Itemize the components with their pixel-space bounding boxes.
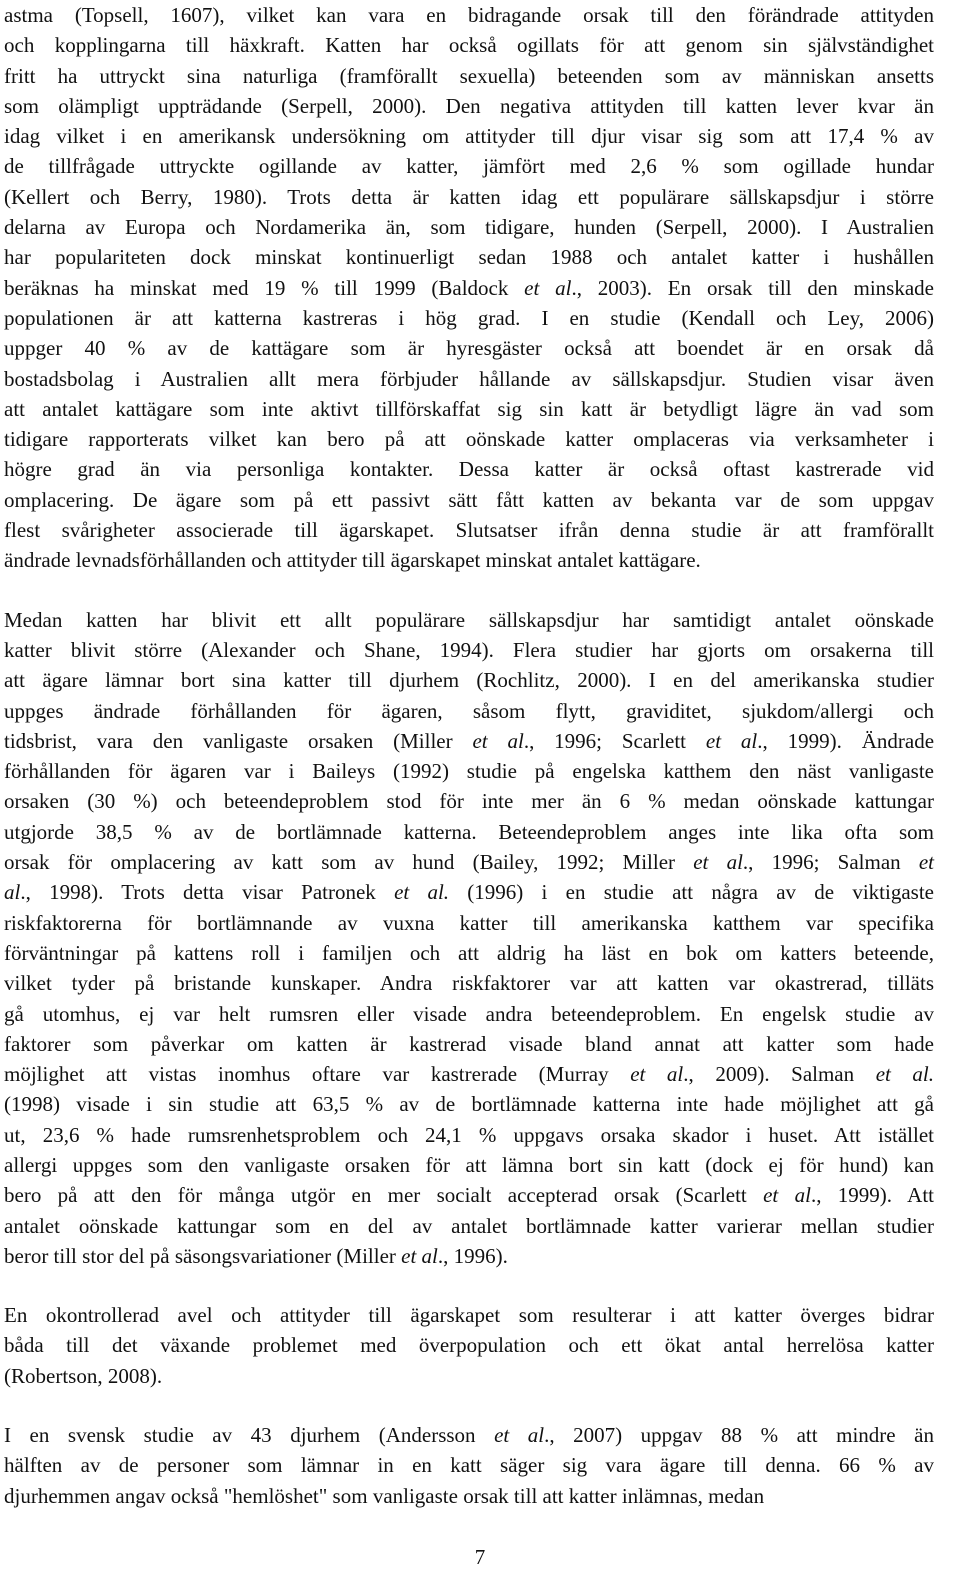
- italic-text: al: [4, 880, 21, 905]
- line-text: En okontrollerad avel och attityder till ägarskapet som resulterar i att katter överges bidrar: [4, 1303, 934, 1328]
- line-text: tidigare rapporterats vilket kan bero på att oönskade katter omplaceras via verksamheter i: [4, 427, 934, 452]
- line-text: beror till stor del på säsongsvariationer (Miller: [4, 1243, 402, 1268]
- line-text: uppger 40 % av de kattägare som är hyresgäster också att boendet är en orsak då: [4, 336, 934, 361]
- italic-text: et al: [763, 1183, 811, 1208]
- line-text: båda till det växande problemet med överpopulation och ett ökat antal herrelösa katter: [4, 1333, 934, 1358]
- text-line: [4, 30, 934, 60]
- text-line: [4, 0, 934, 30]
- italic-text: et al: [705, 728, 758, 753]
- line-text: som olämpligt uppträdande (Serpell, 2000). Den negativa attityden till katten lever kvar än: [4, 93, 934, 118]
- paragraph: [4, 1300, 934, 1391]
- paragraph-gap: [4, 1391, 934, 1420]
- text-line: [4, 545, 934, 575]
- line-text: bostadsbolag i Australien allt mera förbjuder hållande av sällskapsdjur. Studien visar även: [4, 366, 934, 391]
- line-text: omplacering. De ägare som på ett passivt sätt fått katten av bekanta var de som uppgav: [4, 487, 934, 512]
- text-line: [4, 182, 934, 212]
- text-line: [4, 242, 934, 272]
- line-text: (Robertson, 2008).: [4, 1363, 163, 1388]
- line-text: ., 1999). Ändrade: [757, 728, 935, 753]
- text-line: [4, 151, 934, 181]
- text-line: [4, 454, 934, 484]
- line-text: beräknas ha minskat med 19 % till 1999 (Baldock: [4, 275, 525, 300]
- line-text: de tillfrågade uttryckte ogillande av katter, jämfört med 2,6 % som ogillade hundar: [4, 154, 934, 179]
- line-text: idag vilket i en amerikansk undersökning om attityder till djur visar sig som att 17,4 % av: [4, 124, 934, 149]
- text-line: [4, 1059, 934, 1089]
- text-line: [4, 605, 934, 635]
- line-text: och kopplingarna till häxkraft. Katten har också ogillats för att genom sin självständighet: [4, 33, 934, 58]
- italic-text: et al: [693, 850, 743, 875]
- text-line: [4, 877, 934, 907]
- line-text: faktorer som påverkar om katten är kastrerad visade bland annat att katter som hade: [4, 1031, 934, 1056]
- line-text: ut, 23,6 % hade rumsrenhetsproblem och 24,1 % uppgavs orsaka skador i huset. Att istället: [4, 1122, 934, 1147]
- line-text: ., 1996).: [437, 1243, 508, 1268]
- line-text: ., 1996; Salman: [742, 850, 919, 875]
- line-text: ., 1996; Scarlett: [523, 728, 706, 753]
- text-line: [4, 1300, 934, 1330]
- line-text: hälften av de personer som lämnar in en katt säger sig vara ägare till denna. 66 % av: [4, 1453, 934, 1478]
- text-line: [4, 999, 934, 1029]
- line-text: antalet oönskade kattungar som en del av antalet bortlämnade katter varierar mellan studier: [4, 1213, 934, 1238]
- text-line: [4, 665, 934, 695]
- page-number: 7: [474, 1545, 486, 1569]
- document-page: [4, 0, 934, 1511]
- line-text: ., 2009). Salman: [683, 1062, 876, 1087]
- text-line: [4, 1241, 934, 1271]
- text-line: [4, 817, 934, 847]
- line-text: har populariteten dock minskat kontinuerligt sedan 1988 och antalet katter i hushållen: [4, 245, 934, 270]
- text-line: [4, 273, 934, 303]
- italic-text: et al: [524, 275, 572, 300]
- paragraph: [4, 1420, 934, 1511]
- italic-text: et al.: [394, 880, 450, 905]
- line-text: fritt ha uttryckt sina naturliga (framförallt sexuella) beteenden som av människan ansetts: [4, 63, 934, 88]
- line-text: vilket tyder på bristande kunskaper. Andra riskfaktorer var att katten var okastrerad, tilläts: [4, 971, 934, 996]
- line-text: ., 2007) uppgav 88 % att mindre än: [544, 1423, 934, 1448]
- text-line: [4, 938, 934, 968]
- line-text: (1998) visade i sin studie att 63,5 % av de bortlämnade katterna inte hade möjlighet att gå: [4, 1092, 934, 1117]
- paragraph-gap: [4, 576, 934, 605]
- line-text: katter blivit större (Alexander och Shane, 1994). Flera studier har gjorts om orsakerna till: [4, 637, 934, 662]
- text-line: [4, 786, 934, 816]
- text-line: [4, 1330, 934, 1360]
- line-text: orsak för omplacering av katt som av hund (Bailey, 1992; Miller: [4, 850, 694, 875]
- line-text: möjlighet att vistas inomhus oftare var kastrerade (Murray: [4, 1062, 631, 1087]
- text-line: [4, 1211, 934, 1241]
- line-text: djurhemmen angav också "hemlöshet" som vanligaste orsak till att katter inlämnas, medan: [4, 1483, 765, 1508]
- text-line: [4, 1450, 934, 1480]
- line-text: (Kellert och Berry, 1980). Trots detta är katten idag ett populärare sällskapsdjur i större: [4, 184, 934, 209]
- text-line: [4, 424, 934, 454]
- text-line: [4, 968, 934, 998]
- italic-text: et: [918, 850, 934, 875]
- text-line: [4, 756, 934, 786]
- text-line: [4, 908, 934, 938]
- line-text: delarna av Europa och Nordamerika än, som tidigare, hunden (Serpell, 2000). I Australien: [4, 215, 934, 240]
- text-line: [4, 364, 934, 394]
- text-line: [4, 635, 934, 665]
- text-line: [4, 91, 934, 121]
- italic-text: et al.: [875, 1062, 935, 1087]
- text-line: [4, 1029, 934, 1059]
- line-text: tidsbrist, vara den vanligaste orsaken (Miller: [4, 728, 473, 753]
- text-line: [4, 1420, 934, 1450]
- text-line: [4, 1150, 934, 1180]
- line-text: Medan katten har blivit ett allt populärare sällskapsdjur har samtidigt antalet oönskade: [4, 607, 934, 632]
- italic-text: et al: [401, 1243, 438, 1268]
- paragraph: [4, 605, 934, 1272]
- line-text: riskfaktorerna för bortlämnande av vuxna katter till amerikanska katthem var specifika: [4, 910, 934, 935]
- text-line: [4, 847, 934, 877]
- line-text: gå utomhus, ej var helt rumsren eller visade andra beteendeproblem. En engelsk studie av: [4, 1001, 934, 1026]
- paragraph: [4, 0, 934, 576]
- line-text: ändrade levnadsförhållanden och attityder till ägarskapet minskat antalet kattägare.: [4, 548, 701, 573]
- line-text: (1996) i en studie att några av de viktigaste: [449, 880, 934, 905]
- line-text: utgjorde 38,5 % av de bortlämnade katterna. Beteendeproblem anges inte lika ofta som: [4, 819, 934, 844]
- text-line: [4, 515, 934, 545]
- text-line: [4, 1089, 934, 1119]
- line-text: astma (Topsell, 1607), vilket kan vara en bidragande orsak till den förändrade attityden: [4, 3, 934, 27]
- text-line: [4, 1180, 934, 1210]
- text-line: [4, 1481, 934, 1511]
- text-line: [4, 1361, 934, 1391]
- line-text: bero på att den för många utgör en mer socialt accepterad orsak (Scarlett: [4, 1183, 764, 1208]
- text-line: [4, 333, 934, 363]
- text-line: [4, 303, 934, 333]
- text-line: [4, 121, 934, 151]
- line-text: att ägare lämnar bort sina katter till djurhem (Rochlitz, 2000). I en del amerikanska studier: [4, 668, 934, 693]
- line-text: förväntningar på kattens roll i familjen och att aldrig ha läst en bok om katters beteende,: [4, 940, 934, 965]
- text-line: [4, 696, 934, 726]
- line-text: förhållanden för ägaren var i Baileys (1992) studie på engelska katthem den näst vanligaste: [4, 759, 934, 784]
- text-line: [4, 61, 934, 91]
- line-text: populationen är att katterna kastreras i hög grad. I en studie (Kendall och Ley, 2006): [4, 305, 934, 330]
- text-line: [4, 212, 934, 242]
- line-text: orsaken (30 %) och beteendeproblem stod för inte mer än 6 % medan oönskade kattungar: [4, 789, 934, 814]
- text-line: [4, 726, 934, 756]
- line-text: allergi uppges som den vanligaste orsaken för att lämna bort sin katt (dock ej för hund) kan: [4, 1152, 934, 1177]
- line-text: I en svensk studie av 43 djurhem (Andersson: [4, 1423, 495, 1448]
- line-text: flest svårigheter associerade till ägarskapet. Slutsatser ifrån denna studie är att framförallt: [4, 518, 934, 543]
- line-text: att antalet kattägare som inte aktivt tillförskaffat sig sin katt är betydligt lägre än vad som: [4, 396, 934, 421]
- text-line: [4, 1120, 934, 1150]
- text-line: [4, 485, 934, 515]
- paragraph-gap: [4, 1271, 934, 1300]
- italic-text: et al: [494, 1423, 545, 1448]
- italic-text: et al: [630, 1062, 684, 1087]
- line-text: ., 1999). Att: [810, 1183, 935, 1208]
- italic-text: et al: [472, 728, 524, 753]
- text-line: [4, 394, 934, 424]
- line-text: ., 2003). En orsak till den minskade: [571, 275, 934, 300]
- line-text: högre grad än via personliga kontakter. Dessa katter är också oftast kastrerade vid: [4, 457, 934, 482]
- line-text: ., 1998). Trots detta visar Patronek: [20, 880, 395, 905]
- line-text: uppges ändrade förhållanden för ägaren, såsom flytt, graviditet, sjukdom/allergi och: [4, 698, 934, 723]
